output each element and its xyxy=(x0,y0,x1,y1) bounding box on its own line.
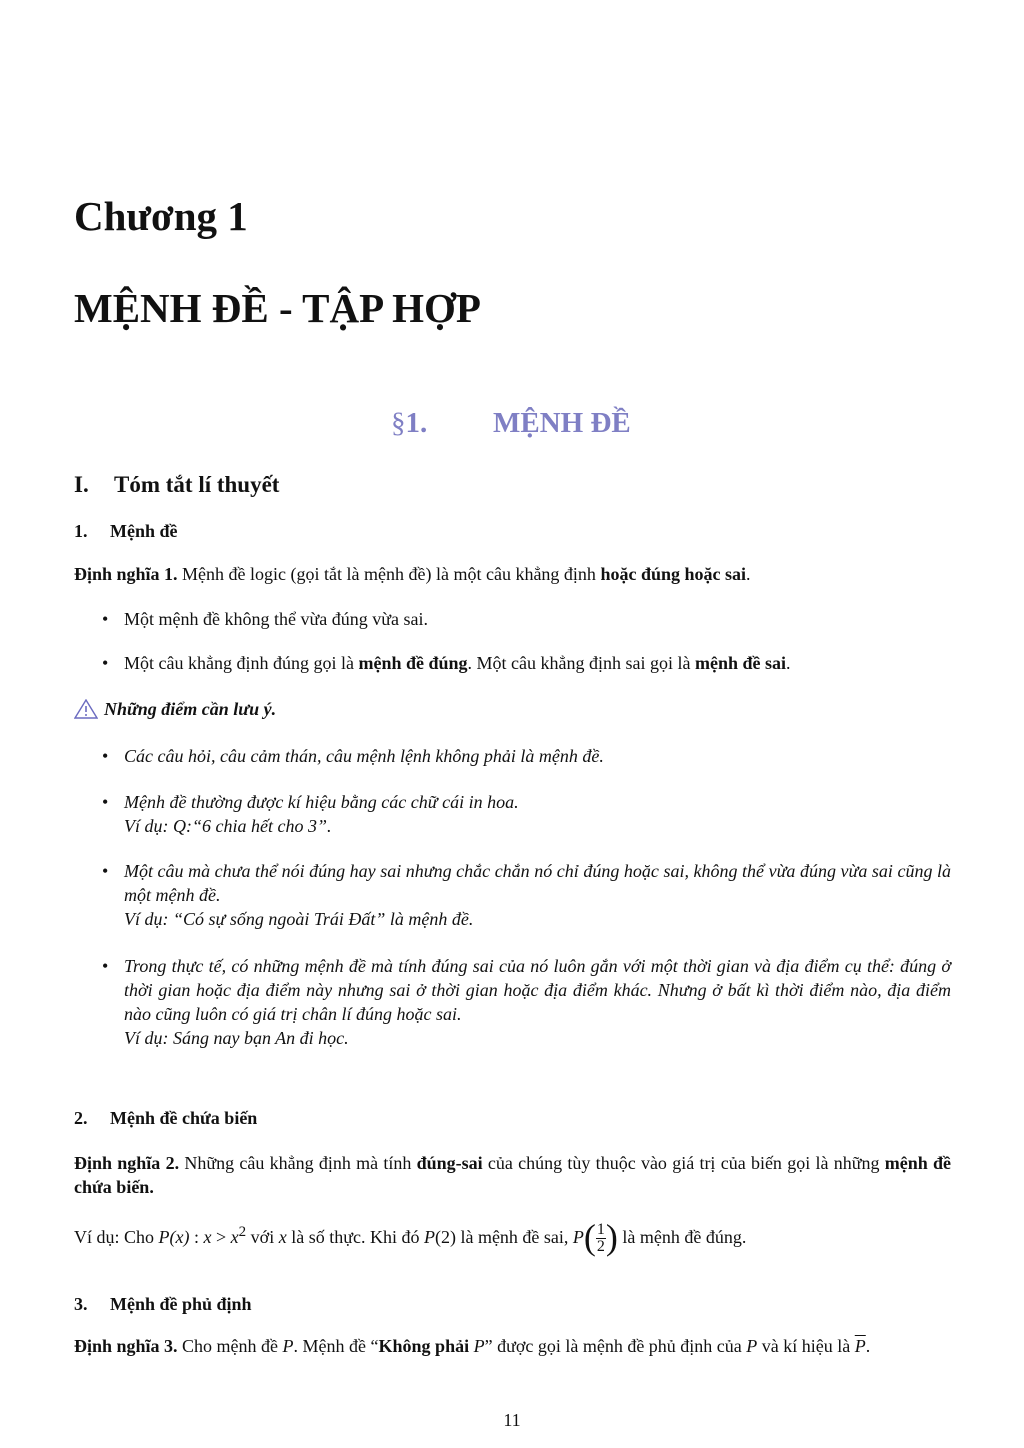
math: (2) xyxy=(434,1227,456,1247)
list-item-line: Trong thực tế, có những mệnh đề mà tính đúng sai của nó luôn gắn với một thời gian và địa điểm cụ thể: đúng ở thời gian hoặc địa điểm này nhưng sai ở thời gian hoặc địa điểm khác. Nhưng ở bất kì thời điểm nào, địa điểm nào cũng luôn có giá trị chân lí đúng hoặc sai. xyxy=(124,956,951,1024)
list-item-text xyxy=(124,954,951,1050)
fraction-denominator: 2 xyxy=(596,1238,605,1256)
text: Một câu khẳng định đúng gọi là xyxy=(124,653,359,673)
bullet-icon: • xyxy=(102,956,109,976)
subsection-heading-3 xyxy=(74,1294,252,1315)
note-heading xyxy=(74,699,276,720)
note-title: Những điểm cần lưu ý. xyxy=(104,699,277,719)
subsection-heading-2 xyxy=(74,1108,257,1129)
text: . Một câu khẳng định sai gọi là xyxy=(467,653,695,673)
math: P xyxy=(746,1336,758,1356)
example-line: Ví dụ: “Có sự sống ngoài Trái Đất” là mệnh đề. xyxy=(124,909,474,929)
bullet-icon: • xyxy=(102,792,109,812)
list-item-text: Một mệnh đề không thể vừa đúng vừa sai. xyxy=(124,609,428,629)
part-heading xyxy=(74,472,279,498)
text: của chúng tùy thuộc vào giá trị của biến gọi là những xyxy=(482,1153,885,1173)
list-item xyxy=(102,859,951,931)
math: x xyxy=(203,1227,212,1247)
text: . xyxy=(865,1336,871,1356)
text: là mệnh đề sai, xyxy=(455,1227,573,1247)
math: x xyxy=(230,1227,239,1247)
list-item xyxy=(102,790,951,838)
text: Cho mệnh đề xyxy=(177,1336,283,1356)
text: là mệnh đề đúng. xyxy=(617,1227,747,1247)
section-symbol: § xyxy=(391,407,406,439)
math: P xyxy=(473,1336,485,1356)
subsection-title: Mệnh đề xyxy=(110,521,178,541)
definition-3 xyxy=(74,1334,951,1358)
bullet-icon: • xyxy=(102,653,109,673)
right-paren: ) xyxy=(605,1217,618,1257)
text: Những câu khẳng định mà tính xyxy=(179,1153,417,1173)
math: x xyxy=(278,1227,287,1247)
list-item-text xyxy=(124,790,951,838)
definition-emphasis: hoặc đúng hoặc sai xyxy=(600,564,746,584)
text: với xyxy=(246,1227,279,1247)
emphasis: mệnh đề đúng xyxy=(358,653,468,673)
emphasis: mệnh đề chứa biến. xyxy=(74,1153,952,1197)
part-title: Tóm tắt lí thuyết xyxy=(114,472,280,497)
section-number-text: 1. xyxy=(405,407,428,439)
list-item xyxy=(102,744,951,768)
math: P xyxy=(282,1336,294,1356)
text: ” được gọi là mệnh đề phủ định của xyxy=(484,1336,747,1356)
list-item-line: Một câu mà chưa thể nói đúng hay sai nhưng chắc chắn nó chỉ đúng hoặc sai, không thể vừa đúng vừa sai cũng là một mệnh đề. xyxy=(124,861,951,905)
subsection-number: 2. xyxy=(74,1108,88,1128)
emphasis: mệnh đề sai xyxy=(694,653,786,673)
bullet-icon: • xyxy=(102,609,109,629)
definition-label: Định nghĩa 1. xyxy=(74,564,178,584)
text: và kí hiệu là xyxy=(757,1336,855,1356)
definition-label: Định nghĩa 2. xyxy=(74,1153,180,1173)
example-line: Ví dụ: Sáng nay bạn An đi học. xyxy=(124,1028,349,1048)
subsection-title: Mệnh đề phủ định xyxy=(110,1294,252,1314)
part-number: I. xyxy=(74,472,89,497)
math-negation: $\overline{P}$ xyxy=(854,1336,866,1356)
definition-end: . xyxy=(745,564,751,584)
definition-2 xyxy=(74,1151,951,1199)
list-item-text xyxy=(124,651,951,675)
section-title: MỆNH ĐỀ xyxy=(493,407,631,439)
chapter-label: Chương 1 xyxy=(74,193,248,239)
example-line: Ví dụ: Q:“6 chia hết cho 3”. xyxy=(124,816,332,836)
text: là số thực. Khi đó xyxy=(286,1227,424,1247)
text: Ví dụ: Cho xyxy=(74,1227,159,1247)
emphasis: Không phải xyxy=(378,1336,474,1356)
definition-label: Định nghĩa 3. xyxy=(74,1336,178,1356)
emphasis: đúng-sai xyxy=(416,1153,483,1173)
fraction-numerator: 1 xyxy=(596,1221,605,1239)
text: . xyxy=(786,653,791,673)
definition-1 xyxy=(74,562,951,586)
subsection-number: 1. xyxy=(74,521,88,541)
list-item xyxy=(102,954,951,1050)
math: P xyxy=(572,1227,584,1247)
example-paragraph xyxy=(74,1210,951,1259)
math: : xyxy=(189,1227,204,1247)
page-number: 11 xyxy=(503,1410,521,1430)
text: . Mệnh đề “ xyxy=(293,1336,379,1356)
left-paren: ( xyxy=(583,1217,596,1257)
math: > xyxy=(211,1227,231,1247)
bullet-icon: • xyxy=(102,746,109,766)
list-item xyxy=(102,651,951,675)
section-number xyxy=(391,408,427,440)
subsection-title: Mệnh đề chứa biến xyxy=(110,1108,258,1128)
chapter-title: MỆNH ĐỀ - TẬP HỢP xyxy=(74,285,481,331)
math: P(x) xyxy=(158,1227,190,1247)
subsection-number: 3. xyxy=(74,1294,88,1314)
list-item-line: Mệnh đề thường được kí hiệu bằng các chữ cái in hoa. xyxy=(124,792,519,812)
bullet-icon: • xyxy=(102,861,109,881)
math-superscript: 2 xyxy=(238,1224,247,1240)
fraction xyxy=(596,1222,606,1255)
math: P xyxy=(423,1227,435,1247)
list-item-text xyxy=(124,859,951,931)
warning-icon xyxy=(74,699,98,719)
list-item xyxy=(102,607,951,631)
list-item-text: Các câu hỏi, câu cảm thán, câu mệnh lệnh không phải là mệnh đề. xyxy=(124,746,604,766)
definition-text: Mệnh đề logic (gọi tắt là mệnh đề) là một câu khẳng định xyxy=(177,564,601,584)
subsection-heading-1 xyxy=(74,521,178,542)
